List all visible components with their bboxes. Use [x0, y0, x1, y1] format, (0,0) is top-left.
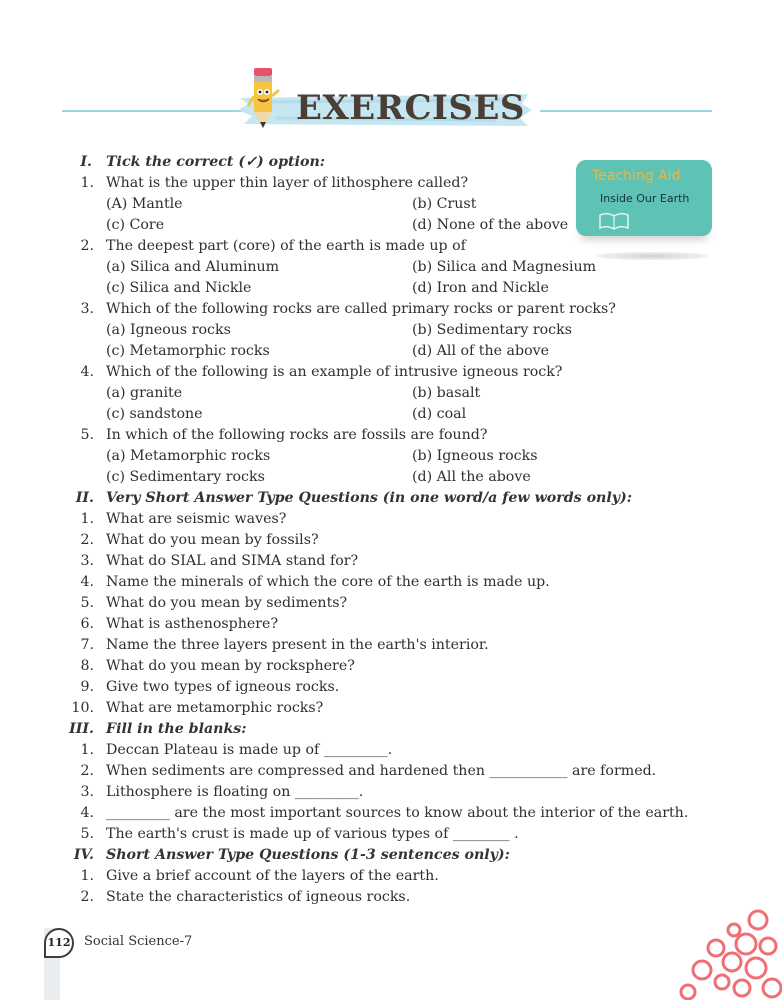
item-text: State the characteristics of igneous rocks. [106, 889, 411, 905]
list-item [0, 656, 782, 676]
list-item [0, 614, 782, 634]
question-row [0, 173, 782, 193]
section-number: II. [75, 490, 94, 506]
list-item [0, 698, 782, 718]
list-item [0, 824, 782, 844]
option[interactable]: (d) coal [412, 406, 467, 422]
question-row [0, 362, 782, 382]
question-text: In which of the following rocks are fossils are found? [106, 427, 488, 443]
item-text: What do you mean by rocksphere? [106, 658, 355, 674]
option[interactable]: (c) Sedimentary rocks [106, 469, 265, 485]
question-row [0, 425, 782, 445]
item-text: The earth's crust is made up of various types of ________ . [106, 826, 519, 842]
question-text: Which of the following rocks are called primary rocks or parent rocks? [106, 301, 616, 317]
item-text: When sediments are compressed and hardened then ___________ are formed. [106, 763, 657, 779]
item-number: 4. [80, 805, 94, 821]
option-row [0, 383, 782, 403]
option-row [0, 404, 782, 424]
header-rule-left [62, 110, 252, 112]
option[interactable]: (a) Metamorphic rocks [106, 448, 271, 464]
option[interactable]: (c) Metamorphic rocks [106, 343, 270, 359]
item-text: What do you mean by fossils? [106, 532, 319, 548]
pencil-mascot-icon [246, 66, 282, 132]
section-title: Very Short Answer Type Questions (in one word/a few words only): [106, 490, 632, 506]
list-item [0, 593, 782, 613]
section-title: Short Answer Type Questions (1-3 sentences only): [106, 847, 510, 863]
item-text: What are metamorphic rocks? [106, 700, 324, 716]
option[interactable]: (c) Core [106, 217, 165, 233]
list-item [0, 530, 782, 550]
list-item [0, 761, 782, 781]
option-row [0, 320, 782, 340]
section-number: IV. [73, 847, 94, 863]
option[interactable]: (c) Silica and Nickle [106, 280, 252, 296]
list-item [0, 866, 782, 886]
item-number: 5. [80, 595, 94, 611]
item-number: 4. [80, 574, 94, 590]
item-number: 5. [80, 826, 94, 842]
option-row [0, 215, 782, 235]
option[interactable]: (a) granite [106, 385, 183, 401]
item-number: 6. [80, 616, 94, 632]
question-number: 4. [80, 364, 94, 380]
option[interactable]: (A) Mantle [106, 196, 183, 212]
item-text: What is asthenosphere? [106, 616, 279, 632]
item-text: Deccan Plateau is made up of _________. [106, 742, 393, 758]
option[interactable]: (b) Crust [412, 196, 477, 212]
page-title: EXERCISES [296, 88, 525, 128]
decorative-circles-icon [676, 908, 782, 1000]
section-heading [0, 152, 782, 172]
list-item [0, 803, 782, 823]
page-number-badge: 112 [44, 928, 74, 958]
question-text: Which of the following is an example of intrusive igneous rock? [106, 364, 563, 380]
question-number: 5. [80, 427, 94, 443]
question-text: What is the upper thin layer of lithosphere called? [106, 175, 469, 191]
item-number: 8. [80, 658, 94, 674]
section-heading [0, 719, 782, 739]
section-title: Fill in the blanks: [106, 721, 247, 737]
item-number: 1. [80, 742, 94, 758]
item-text: Give a brief account of the layers of the earth. [106, 868, 439, 884]
list-item [0, 551, 782, 571]
option-row [0, 341, 782, 361]
list-item [0, 740, 782, 760]
item-number: 3. [80, 784, 94, 800]
item-number: 9. [80, 679, 94, 695]
item-text: What are seismic waves? [106, 511, 287, 527]
list-item [0, 887, 782, 907]
section-number: III. [69, 721, 94, 737]
header-rule-right [540, 110, 712, 112]
item-number: 1. [80, 511, 94, 527]
option[interactable]: (a) Igneous rocks [106, 322, 231, 338]
item-number: 3. [80, 553, 94, 569]
option-row [0, 467, 782, 487]
section-number: I. [80, 154, 92, 170]
option[interactable]: (b) Igneous rocks [412, 448, 538, 464]
footer-book-title: Social Science-7 [84, 934, 193, 949]
item-text: What do you mean by sediments? [106, 595, 348, 611]
list-item [0, 635, 782, 655]
section-heading [0, 845, 782, 865]
section-title: Tick the correct (✓) option: [106, 154, 325, 170]
option[interactable]: (d) All the above [412, 469, 531, 485]
item-number: 7. [80, 637, 94, 653]
option-row [0, 278, 782, 298]
teaching-aid-subtitle: Inside Our Earth [600, 192, 690, 205]
question-number: 1. [80, 175, 94, 191]
item-text: Lithosphere is floating on _________. [106, 784, 364, 800]
option-row [0, 194, 782, 214]
teaching-aid-title: Teaching Aid [592, 168, 681, 184]
option[interactable]: (d) None of the above [412, 217, 569, 233]
list-item [0, 782, 782, 802]
option[interactable]: (d) All of the above [412, 343, 550, 359]
item-text: Name the three layers present in the earth's interior. [106, 637, 489, 653]
item-text: _________ are the most important sources to know about the interior of the earth. [106, 805, 689, 821]
option[interactable]: (b) Silica and Magnesium [412, 259, 597, 275]
section-heading [0, 488, 782, 508]
list-item [0, 677, 782, 697]
option-row [0, 446, 782, 466]
question-text: The deepest part (core) of the earth is made up of [106, 238, 466, 254]
item-number: 2. [80, 889, 94, 905]
question-number: 2. [80, 238, 94, 254]
question-number: 3. [80, 301, 94, 317]
item-text: What do SIAL and SIMA stand for? [106, 553, 359, 569]
item-number: 1. [80, 868, 94, 884]
option[interactable]: (d) Iron and Nickle [412, 280, 549, 296]
option-row [0, 257, 782, 277]
question-row [0, 299, 782, 319]
item-number: 2. [80, 763, 94, 779]
list-item [0, 509, 782, 529]
list-item [0, 572, 782, 592]
item-number: 10. [71, 700, 94, 716]
item-text: Give two types of igneous rocks. [106, 679, 340, 695]
option[interactable]: (b) basalt [412, 385, 481, 401]
item-text: Name the minerals of which the core of the earth is made up. [106, 574, 550, 590]
option[interactable]: (a) Silica and Aluminum [106, 259, 280, 275]
option[interactable]: (c) sandstone [106, 406, 203, 422]
item-number: 2. [80, 532, 94, 548]
option[interactable]: (b) Sedimentary rocks [412, 322, 572, 338]
question-row [0, 236, 782, 256]
